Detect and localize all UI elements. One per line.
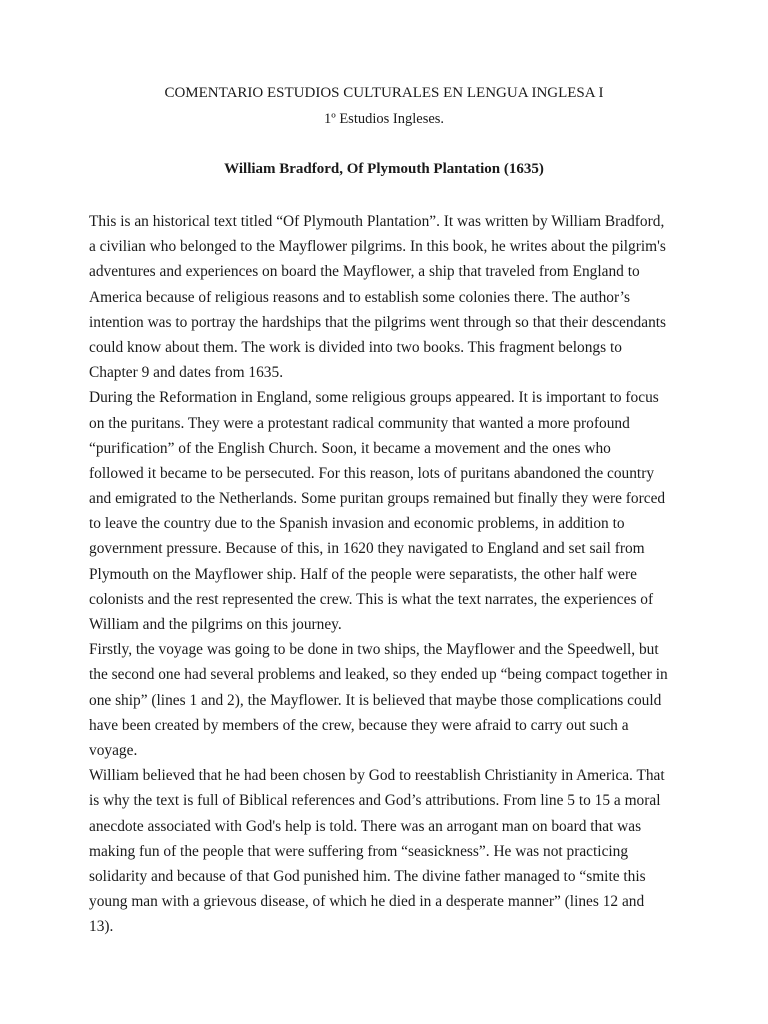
- text-line: adventures and experiences on board the Mayflower, a ship that traveled from England to: [89, 263, 640, 281]
- text-line: the second one had several problems and leaked, so they ended up “being compact together in: [89, 666, 668, 684]
- text-line: anecdote associated with God's help is told. There was an arrogant man on board that was: [89, 817, 642, 835]
- text-line: to leave the country due to the Spanish invasion and economic problems, in addition to: [89, 515, 625, 533]
- text-line: government pressure. Because of this, in 1620 they navigated to England and set sail from: [89, 540, 645, 558]
- text-line: Plymouth on the Mayflower ship. Half of the people were separatists, the other half were: [89, 565, 637, 583]
- document-title: William Bradford, Of Plymouth Plantation (1635): [224, 161, 544, 177]
- text-line: Chapter 9 and dates from 1635.: [89, 364, 284, 382]
- text-line: followed it became to be persecuted. For this reason, lots of puritans abandoned the country: [89, 464, 655, 482]
- text-line: colonists and the rest represented the crew. This is what the text narrates, the experiences of: [89, 590, 654, 608]
- text-line: one ship” (lines 1 and 2), the Mayflower. It is believed that maybe those complications could: [89, 691, 662, 709]
- document-body: [89, 209, 679, 939]
- text-line: 13).: [89, 918, 114, 936]
- text-line: This is an historical text titled “Of Plymouth Plantation”. It was written by William Bradford,: [89, 213, 665, 230]
- text-line: a civilian who belonged to the Mayflower pilgrims. In this book, he writes about the pilgrim's: [89, 238, 666, 256]
- text-line: young man with a grievous disease, of which he died in a desperate manner” (lines 12 and: [89, 893, 645, 911]
- text-line: solidarity and because of that God punished him. The divine father managed to “smite this: [89, 867, 646, 885]
- text-line: During the Reformation in England, some religious groups appeared. It is important to focus: [89, 389, 659, 407]
- text-line: William and the pilgrims on this journey.: [89, 616, 342, 633]
- text-line: intention was to portray the hardships that the pilgrims went through so that their descendants: [89, 313, 667, 331]
- text-line: America because of religious reasons and to establish some colonies there. The author’s: [89, 288, 630, 306]
- text-line: have been created by members of the crew, because they were afraid to carry out such a: [89, 716, 629, 734]
- text-line: is why the text is full of Biblical references and God’s attributions. From line 5 to 15 a moral: [89, 792, 661, 810]
- text-line: Firstly, the voyage was going to be done in two ships, the Mayflower and the Speedwell, but: [89, 641, 659, 659]
- text-line: voyage.: [89, 741, 138, 759]
- text-line: “purification” of the English Church. Soon, it became a movement and the ones who: [89, 439, 611, 457]
- text-line: could know about them. The work is divided into two books. This fragment belongs to: [89, 338, 622, 356]
- text-line: William believed that he had been chosen by God to reestablish Christianity in America. That: [89, 767, 665, 785]
- text-line: on the puritans. They were a protestant radical community that wanted a more profound: [89, 414, 630, 432]
- text-line: making fun of the people that were suffering from “seasickness”. He was not practicing: [89, 842, 629, 860]
- course-subtitle: 1º Estudios Ingleses.: [323, 111, 445, 127]
- text-line: and emigrated to the Netherlands. Some puritan groups remained but finally they were forced: [89, 490, 666, 508]
- course-title: COMENTARIO ESTUDIOS CULTURALES EN LENGUA INGLESA I: [164, 85, 604, 101]
